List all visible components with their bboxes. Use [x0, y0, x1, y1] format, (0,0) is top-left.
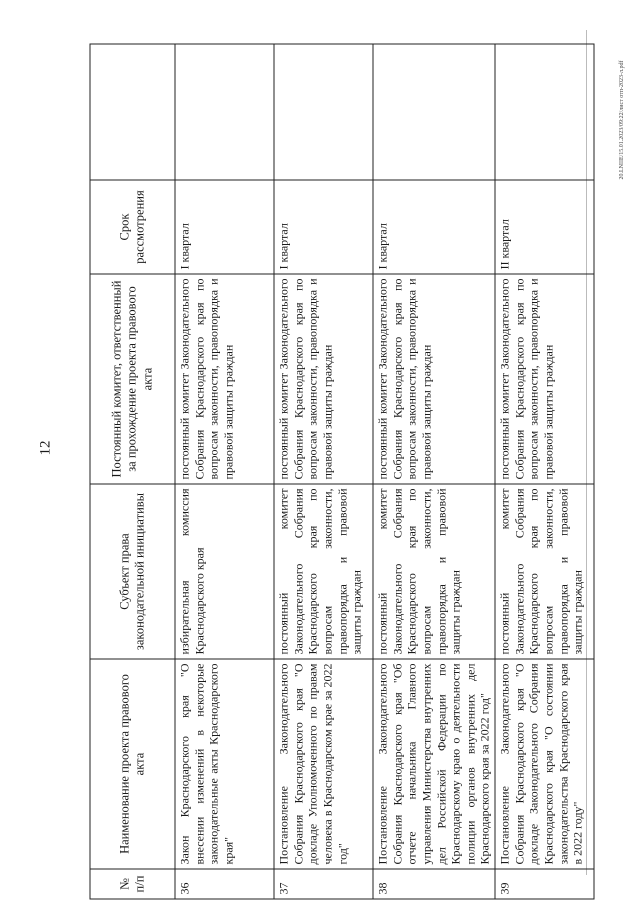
- row-number: 37: [274, 869, 373, 899]
- header-period: Срок рассмотрения: [90, 180, 175, 274]
- row-act-name: Постановление Законодательного Собрания Краснодарского края "О докладе Законодательного Собрания Краснодарского края "О состоянии законодательства Краснодарского края в 2022 году": [495, 659, 594, 869]
- row-blank-cell: [175, 44, 274, 180]
- table-row: [274, 44, 373, 899]
- row-act-name: Постановление Законодательного Собрания Краснодарского края "Об отчете начальника Главного управления Министерства внутренних дел Российской Федерации по Краснодарскому краю о деятельности полиции органов внутренних дел Краснодарского края за 2022 год": [373, 659, 495, 869]
- header-blank: [90, 44, 175, 180]
- row-act-name: Постановление Законодательного Собрания Краснодарского края "О докладе Уполномоченного по правам человека в Краснодарском крае за 2022 год": [274, 659, 373, 869]
- row-number: 36: [175, 869, 274, 899]
- row-committee: постоянный комитет Законодательного Собрания Краснодарского края по вопросам законности, правопорядка и правовой защиты граждан: [495, 274, 594, 484]
- rotated-plan-sheet: [90, 45, 585, 900]
- row-number: 38: [373, 869, 495, 899]
- table-row: [175, 44, 274, 899]
- row-period: I квартал: [373, 180, 495, 274]
- header-act-name: Наименование проекта правового акта: [90, 659, 175, 869]
- row-committee: постоянный комитет Законодательного Собрания Краснодарского края по вопросам законности, правопорядка и правовой защиты граждан: [175, 274, 274, 484]
- row-subject: избирательная комиссия Краснодарского края: [175, 484, 274, 659]
- row-period: II квартал: [495, 180, 594, 274]
- header-subject: Субъект права законодательной инициативы: [90, 484, 175, 659]
- row-subject: постоянный комитет Законодательного Собрания Краснодарского края по вопросам законности, правопорядка и правовой защиты граждан: [495, 484, 594, 659]
- row-blank-cell: [373, 44, 495, 180]
- row-subject: постоянный комитет Законодательного Собрания Краснодарского края по вопросам законности, правопорядка и правовой защиты граждан: [274, 484, 373, 659]
- page-number: 12: [37, 440, 54, 456]
- row-blank-cell: [274, 44, 373, 180]
- row-period: I квартал: [274, 180, 373, 274]
- row-subject: постоянный комитет Законодательного Собрания Краснодарского края по вопросам законности, правопорядка и правовой защиты граждан: [373, 484, 495, 659]
- row-act-name: Закон Краснодарского края "О внесении изменений в некоторые законодательные акты Краснодарского края": [175, 659, 274, 869]
- document-footer-code: 20.LNIIE/15.01.2023/09:22/лист отп-2023-л.pdf: [619, 60, 625, 180]
- row-period: I квартал: [175, 180, 274, 274]
- row-committee: постоянный комитет Законодательного Собрания Краснодарского края по вопросам законности, правопорядка и правовой защиты граждан: [373, 274, 495, 484]
- header-number: № п/п: [90, 869, 175, 899]
- row-blank-cell: [495, 44, 594, 180]
- table-row: [373, 44, 495, 899]
- table-row: [495, 44, 594, 899]
- row-number: 39: [495, 869, 594, 899]
- legislative-plan-table: [90, 44, 595, 900]
- row-committee: постоянный комитет Законодательного Собрания Краснодарского края по вопросам законности, правопорядка и правовой защиты граждан: [274, 274, 373, 484]
- table-header-row: [90, 44, 175, 899]
- header-committee: Постоянный комитет, ответственный за прохождение проекта правового акта: [90, 274, 175, 484]
